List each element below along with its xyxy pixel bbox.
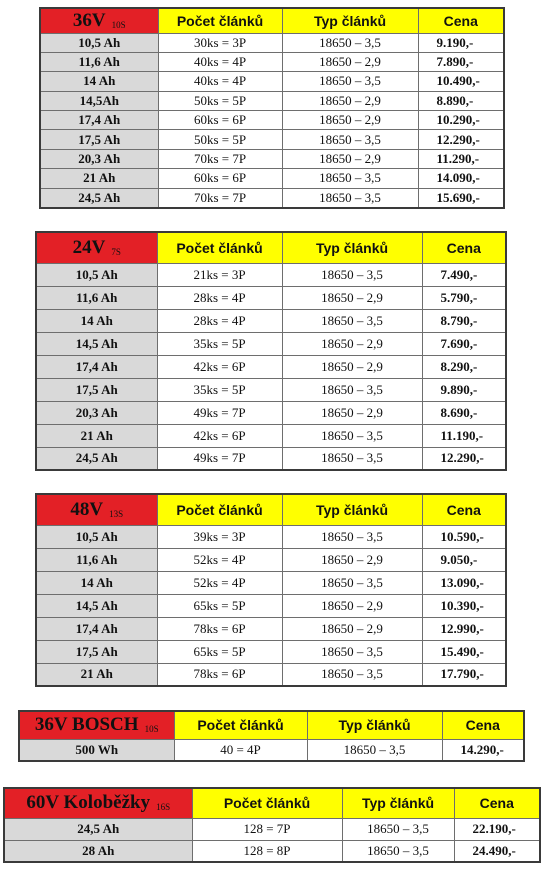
header-cell-type: Typ článků — [342, 788, 454, 818]
header-price: Cena — [422, 494, 506, 525]
battery-table-36v-bosch — [18, 710, 525, 762]
table-row — [36, 424, 506, 447]
table-row — [36, 548, 506, 571]
voltage-value: 24V — [72, 236, 106, 258]
voltage-label — [19, 711, 174, 739]
cell-type-cell: 18650 – 3,5 — [282, 33, 418, 52]
cell-type-cell: 18650 – 2,9 — [282, 548, 422, 571]
cell-count-cell: 60ks = 6P — [158, 111, 282, 130]
series-value: 16S — [156, 802, 171, 813]
capacity-cell: 24,5 Ah — [4, 818, 192, 840]
cell-count-cell: 65ks = 5P — [157, 640, 282, 663]
table-row — [36, 401, 506, 424]
price-cell: 11.290,- — [418, 149, 504, 168]
table-row — [40, 91, 504, 110]
price-cell: 11.190,- — [422, 424, 506, 447]
price-cell: 24.490,- — [454, 840, 540, 862]
cell-count-cell: 70ks = 7P — [158, 188, 282, 207]
capacity-cell: 17,5 Ah — [36, 640, 157, 663]
header-cell-count: Počet článků — [157, 494, 282, 525]
table-row — [36, 594, 506, 617]
cell-count-cell: 65ks = 5P — [157, 594, 282, 617]
cell-count-cell: 40ks = 4P — [158, 72, 282, 91]
table-row — [36, 378, 506, 401]
voltage-value: 36V BOSCH — [34, 714, 139, 736]
capacity-cell: 24,5 Ah — [36, 447, 157, 470]
header-cell-type: Typ článků — [282, 494, 422, 525]
voltage-value: 60V Koloběžky — [26, 792, 151, 814]
voltage-value: 36V — [72, 9, 106, 31]
cell-count-cell: 40 = 4P — [174, 739, 307, 761]
table-header-row — [36, 494, 506, 525]
cell-type-cell: 18650 – 2,9 — [282, 91, 418, 110]
table-header-row — [36, 232, 506, 263]
battery-table-36v — [39, 7, 505, 209]
price-cell: 9.190,- — [418, 33, 504, 52]
cell-type-cell: 18650 – 2,9 — [282, 52, 418, 71]
header-cell-count: Počet článků — [174, 711, 307, 739]
price-cell: 12.290,- — [418, 130, 504, 149]
cell-count-cell: 42ks = 6P — [157, 355, 282, 378]
cell-type-cell: 18650 – 3,5 — [282, 424, 422, 447]
cell-type-cell: 18650 – 2,9 — [282, 149, 418, 168]
table-row — [36, 355, 506, 378]
table-row — [4, 840, 540, 862]
price-cell: 22.190,- — [454, 818, 540, 840]
cell-count-cell: 78ks = 6P — [157, 663, 282, 686]
cell-count-cell: 49ks = 7P — [157, 447, 282, 470]
price-cell: 9.050,- — [422, 548, 506, 571]
cell-type-cell: 18650 – 3,5 — [282, 571, 422, 594]
table-row — [40, 169, 504, 188]
cell-count-cell: 50ks = 5P — [158, 91, 282, 110]
price-cell: 10.390,- — [422, 594, 506, 617]
header-price: Cena — [454, 788, 540, 818]
capacity-cell: 14,5Ah — [40, 91, 158, 110]
table-row — [36, 286, 506, 309]
price-cell: 8.790,- — [422, 309, 506, 332]
capacity-cell: 11,6 Ah — [40, 52, 158, 71]
price-cell: 10.590,- — [422, 525, 506, 548]
capacity-cell: 14,5 Ah — [36, 594, 157, 617]
table-row — [36, 663, 506, 686]
series-value: 10S — [111, 19, 126, 30]
header-cell-count: Počet článků — [192, 788, 342, 818]
cell-type-cell: 18650 – 2,9 — [282, 355, 422, 378]
cell-type-cell: 18650 – 3,5 — [282, 169, 418, 188]
capacity-cell: 11,6 Ah — [36, 286, 157, 309]
cell-count-cell: 40ks = 4P — [158, 52, 282, 71]
series-value: 10S — [144, 724, 159, 735]
header-cell-count: Počet článků — [157, 232, 282, 263]
price-cell: 8.690,- — [422, 401, 506, 424]
cell-count-cell: 52ks = 4P — [157, 571, 282, 594]
cell-type-cell: 18650 – 2,9 — [282, 617, 422, 640]
table-row — [36, 332, 506, 355]
table-row — [4, 818, 540, 840]
cell-type-cell: 18650 – 3,5 — [282, 72, 418, 91]
capacity-cell: 21 Ah — [36, 424, 157, 447]
cell-type-cell: 18650 – 3,5 — [282, 640, 422, 663]
table-header-row — [40, 8, 504, 33]
price-cell: 13.090,- — [422, 571, 506, 594]
cell-type-cell: 18650 – 2,9 — [282, 286, 422, 309]
cell-count-cell: 78ks = 6P — [157, 617, 282, 640]
table-row — [40, 33, 504, 52]
capacity-cell: 21 Ah — [40, 169, 158, 188]
table-row — [36, 309, 506, 332]
capacity-cell: 10,5 Ah — [40, 33, 158, 52]
cell-type-cell: 18650 – 2,9 — [282, 332, 422, 355]
voltage-value: 48V — [70, 498, 104, 520]
voltage-label — [4, 788, 192, 818]
price-cell: 10.490,- — [418, 72, 504, 91]
capacity-cell: 14 Ah — [40, 72, 158, 91]
price-cell: 7.690,- — [422, 332, 506, 355]
capacity-cell: 17,4 Ah — [36, 617, 157, 640]
cell-type-cell: 18650 – 3,5 — [282, 378, 422, 401]
table-row — [40, 149, 504, 168]
price-cell: 17.790,- — [422, 663, 506, 686]
header-price: Cena — [442, 711, 524, 739]
price-cell: 5.790,- — [422, 286, 506, 309]
cell-count-cell: 35ks = 5P — [157, 332, 282, 355]
price-cell: 12.990,- — [422, 617, 506, 640]
capacity-cell: 17,5 Ah — [36, 378, 157, 401]
cell-type-cell: 18650 – 3,5 — [282, 525, 422, 548]
table-row — [40, 188, 504, 207]
cell-count-cell: 128 = 7P — [192, 818, 342, 840]
cell-count-cell: 21ks = 3P — [157, 263, 282, 286]
capacity-cell: 14 Ah — [36, 571, 157, 594]
price-cell: 15.490,- — [422, 640, 506, 663]
cell-type-cell: 18650 – 3,5 — [282, 263, 422, 286]
header-price: Cena — [418, 8, 504, 33]
price-cell: 14.290,- — [442, 739, 524, 761]
table-row — [36, 640, 506, 663]
capacity-cell: 20,3 Ah — [40, 149, 158, 168]
cell-count-cell: 49ks = 7P — [157, 401, 282, 424]
cell-count-cell: 42ks = 6P — [157, 424, 282, 447]
series-value: 7S — [111, 246, 121, 257]
table-header-row — [19, 711, 524, 739]
cell-count-cell: 128 = 8P — [192, 840, 342, 862]
capacity-cell: 24,5 Ah — [40, 188, 158, 207]
capacity-cell: 14 Ah — [36, 309, 157, 332]
cell-type-cell: 18650 – 2,9 — [282, 401, 422, 424]
table-row — [36, 263, 506, 286]
header-cell-type: Typ článků — [282, 8, 418, 33]
cell-type-cell: 18650 – 3,5 — [282, 309, 422, 332]
cell-count-cell: 52ks = 4P — [157, 548, 282, 571]
price-cell: 7.890,- — [418, 52, 504, 71]
cell-type-cell: 18650 – 2,9 — [282, 594, 422, 617]
battery-table-60v-scooter — [3, 787, 541, 863]
capacity-cell: 17,4 Ah — [36, 355, 157, 378]
price-cell: 9.890,- — [422, 378, 506, 401]
price-cell: 10.290,- — [418, 111, 504, 130]
cell-type-cell: 18650 – 3,5 — [282, 130, 418, 149]
capacity-cell: 28 Ah — [4, 840, 192, 862]
capacity-cell: 10,5 Ah — [36, 525, 157, 548]
table-row — [40, 130, 504, 149]
capacity-cell: 17,4 Ah — [40, 111, 158, 130]
capacity-cell: 20,3 Ah — [36, 401, 157, 424]
capacity-cell: 14,5 Ah — [36, 332, 157, 355]
table-header-row — [4, 788, 540, 818]
cell-count-cell: 35ks = 5P — [157, 378, 282, 401]
price-cell: 7.490,- — [422, 263, 506, 286]
capacity-cell: 17,5 Ah — [40, 130, 158, 149]
capacity-cell: 500 Wh — [19, 739, 174, 761]
cell-type-cell: 18650 – 3,5 — [307, 739, 442, 761]
cell-count-cell: 28ks = 4P — [157, 309, 282, 332]
price-cell: 8.290,- — [422, 355, 506, 378]
header-price: Cena — [422, 232, 506, 263]
voltage-label — [40, 8, 158, 33]
price-cell: 15.690,- — [418, 188, 504, 207]
cell-type-cell: 18650 – 3,5 — [282, 188, 418, 207]
cell-count-cell: 28ks = 4P — [157, 286, 282, 309]
cell-type-cell: 18650 – 2,9 — [282, 111, 418, 130]
cell-type-cell: 18650 – 3,5 — [282, 447, 422, 470]
table-row — [40, 52, 504, 71]
battery-table-48v — [35, 493, 507, 687]
price-cell: 12.290,- — [422, 447, 506, 470]
cell-type-cell: 18650 – 3,5 — [342, 840, 454, 862]
cell-count-cell: 50ks = 5P — [158, 130, 282, 149]
table-row — [19, 739, 524, 761]
voltage-label — [36, 494, 157, 525]
cell-count-cell: 39ks = 3P — [157, 525, 282, 548]
table-row — [40, 111, 504, 130]
capacity-cell: 11,6 Ah — [36, 548, 157, 571]
header-cell-type: Typ článků — [307, 711, 442, 739]
cell-count-cell: 30ks = 3P — [158, 33, 282, 52]
table-row — [36, 525, 506, 548]
capacity-cell: 10,5 Ah — [36, 263, 157, 286]
price-cell: 14.090,- — [418, 169, 504, 188]
cell-type-cell: 18650 – 3,5 — [342, 818, 454, 840]
series-value: 13S — [109, 508, 124, 519]
table-row — [36, 447, 506, 470]
cell-count-cell: 70ks = 7P — [158, 149, 282, 168]
cell-count-cell: 60ks = 6P — [158, 169, 282, 188]
table-row — [36, 571, 506, 594]
cell-type-cell: 18650 – 3,5 — [282, 663, 422, 686]
table-row — [40, 72, 504, 91]
capacity-cell: 21 Ah — [36, 663, 157, 686]
voltage-label — [36, 232, 157, 263]
header-cell-count: Počet článků — [158, 8, 282, 33]
battery-table-24v — [35, 231, 507, 471]
price-cell: 8.890,- — [418, 91, 504, 110]
table-row — [36, 617, 506, 640]
header-cell-type: Typ článků — [282, 232, 422, 263]
